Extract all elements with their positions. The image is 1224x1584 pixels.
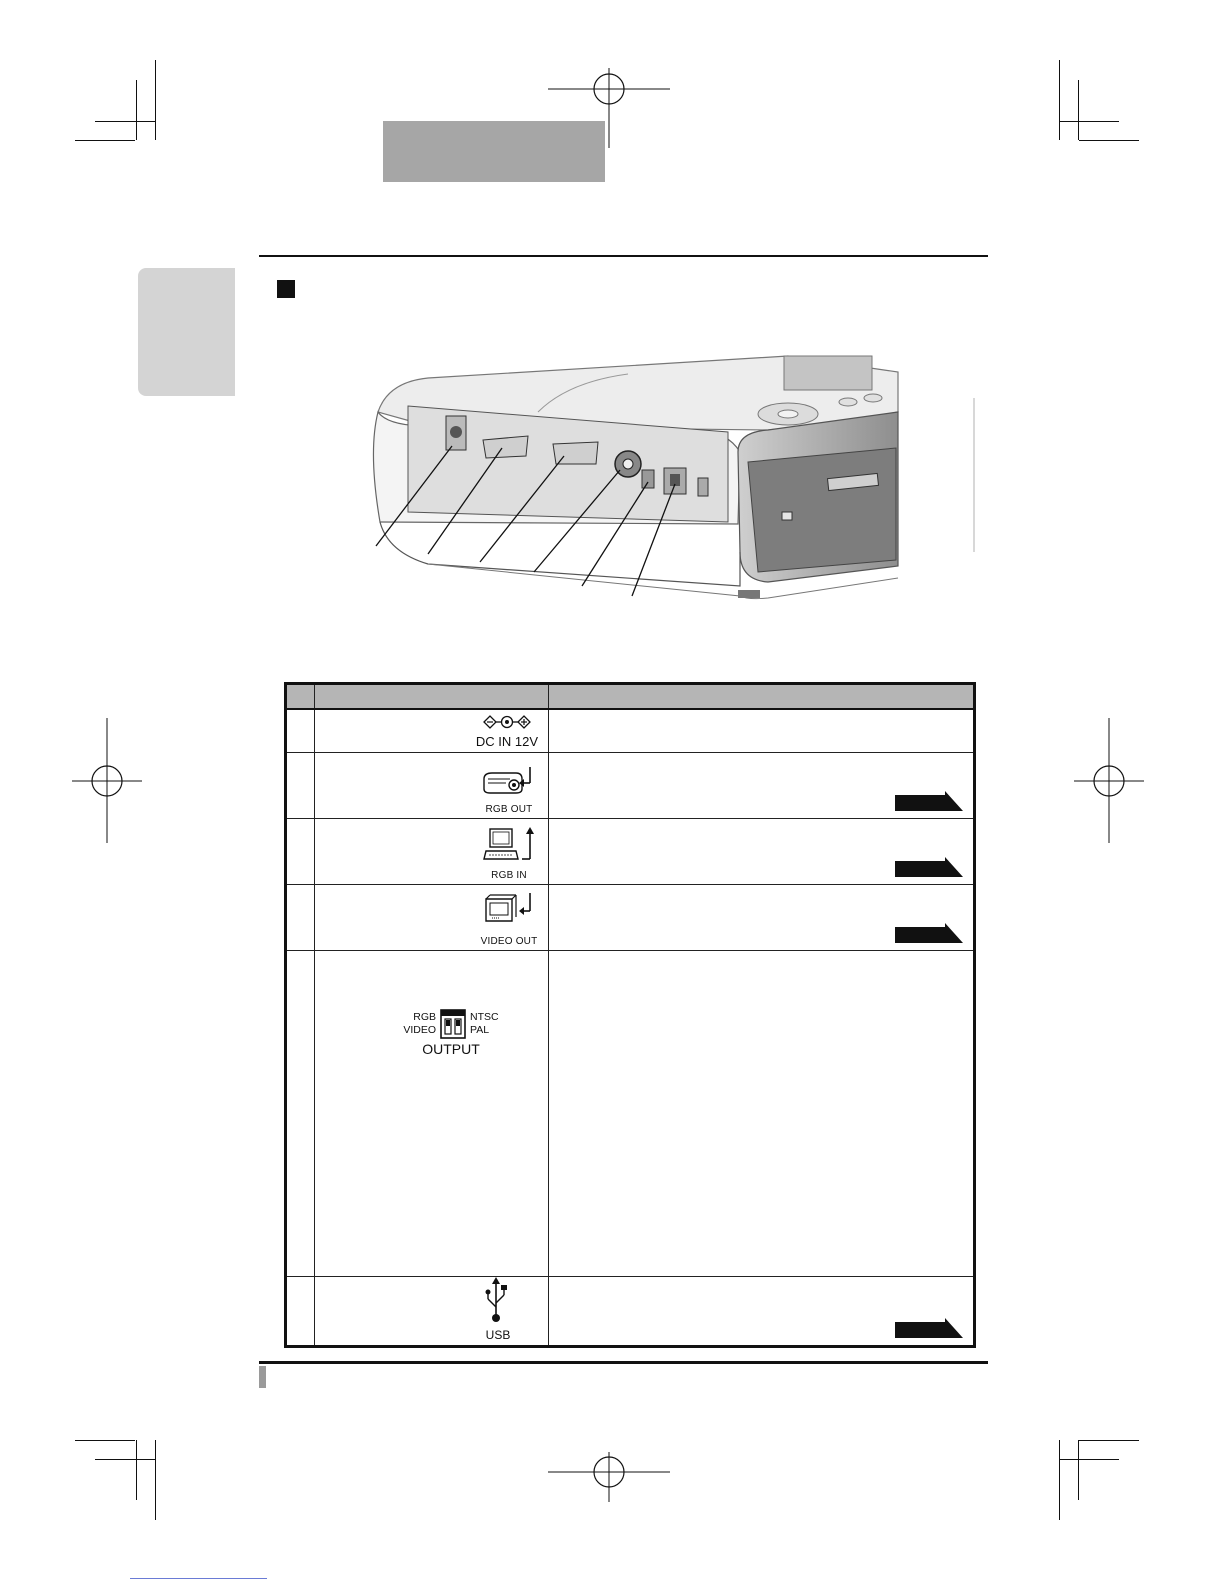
registration-target-icon <box>1074 718 1144 843</box>
crop-mark <box>75 1440 135 1441</box>
dc-power-polarity-icon <box>482 715 532 729</box>
terminal-cell <box>315 1276 549 1346</box>
bottom-underline <box>130 1578 267 1579</box>
terminal-cell <box>315 752 549 818</box>
row-number-cell <box>286 752 315 818</box>
terminal-icon-group <box>480 825 538 881</box>
footer-mark <box>259 1366 266 1388</box>
crop-mark <box>1079 140 1139 141</box>
switch-label-video: VIDEO <box>403 1023 437 1036</box>
table-row <box>286 884 975 950</box>
description-cell <box>549 884 975 950</box>
terminal-label: RGB IN <box>491 869 527 881</box>
table-header-row <box>286 684 975 710</box>
registration-target-icon <box>72 718 142 843</box>
terminal-cell <box>315 884 549 950</box>
row-number-cell <box>286 950 315 1276</box>
switch-label-ntsc: NTSC <box>470 1010 499 1023</box>
terminal-table <box>284 682 976 1348</box>
terminal-label: USB <box>485 1327 511 1342</box>
crop-mark <box>136 80 137 140</box>
registration-target-icon <box>548 1452 670 1502</box>
side-tab <box>138 268 235 396</box>
header-cell <box>549 684 975 710</box>
table-row <box>286 709 975 752</box>
crop-mark <box>75 140 135 141</box>
table-row <box>286 1276 975 1346</box>
computer-input-icon <box>480 825 538 865</box>
footer-rule <box>259 1361 988 1364</box>
terminal-cell <box>315 818 549 884</box>
see-page-arrow-icon[interactable] <box>895 1318 963 1340</box>
switch-label-pal: PAL <box>470 1023 490 1036</box>
switch-label-rgb: RGB <box>413 1010 437 1023</box>
header-cell <box>315 684 549 710</box>
terminal-icon-group <box>480 765 538 815</box>
description-cell <box>549 709 975 752</box>
terminal-label: DC IN 12V <box>475 733 538 749</box>
see-page-arrow-icon[interactable] <box>895 791 963 813</box>
output-switch-group <box>391 1009 511 1057</box>
row-number-cell <box>286 884 315 950</box>
see-page-arrow-icon[interactable] <box>895 857 963 879</box>
see-page-arrow-icon[interactable] <box>895 923 963 945</box>
terminal-label: VIDEO OUT <box>480 935 538 947</box>
terminal-icon-group <box>480 891 538 947</box>
rear-panel-illustration <box>368 352 978 607</box>
monitor-output-icon <box>480 891 538 931</box>
terminal-icon-group <box>484 1277 512 1342</box>
section-rule <box>259 255 988 257</box>
crop-mark <box>1059 121 1119 122</box>
terminal-label: OUTPUT <box>422 1040 480 1057</box>
projector-output-icon <box>480 765 538 799</box>
description-cell <box>549 752 975 818</box>
terminal-cell <box>315 950 549 1276</box>
crop-mark <box>1059 1459 1119 1460</box>
terminal-cell <box>315 709 549 752</box>
crop-mark <box>1078 80 1079 140</box>
dip-switch-icon <box>440 1009 466 1039</box>
crop-mark <box>95 121 155 122</box>
usb-icon <box>484 1277 512 1323</box>
crop-mark <box>155 1440 156 1520</box>
row-number-cell <box>286 1276 315 1346</box>
terminal-icon-group <box>476 715 538 749</box>
row-number-cell <box>286 818 315 884</box>
crop-mark <box>155 60 156 140</box>
section-bullet-icon <box>277 280 295 298</box>
header-block <box>383 121 605 182</box>
table-row <box>286 752 975 818</box>
crop-mark <box>1059 60 1060 140</box>
header-cell <box>286 684 315 710</box>
terminal-label: RGB OUT <box>485 803 533 815</box>
table-row <box>286 818 975 884</box>
crop-mark <box>136 1440 137 1500</box>
description-cell <box>549 1276 975 1346</box>
row-number-cell <box>286 709 315 752</box>
crop-mark <box>1079 1440 1139 1441</box>
table-row <box>286 950 975 1276</box>
crop-mark <box>1059 1440 1060 1520</box>
description-cell <box>549 818 975 884</box>
crop-mark <box>95 1459 155 1460</box>
crop-mark <box>1078 1440 1079 1500</box>
description-cell <box>549 950 975 1276</box>
